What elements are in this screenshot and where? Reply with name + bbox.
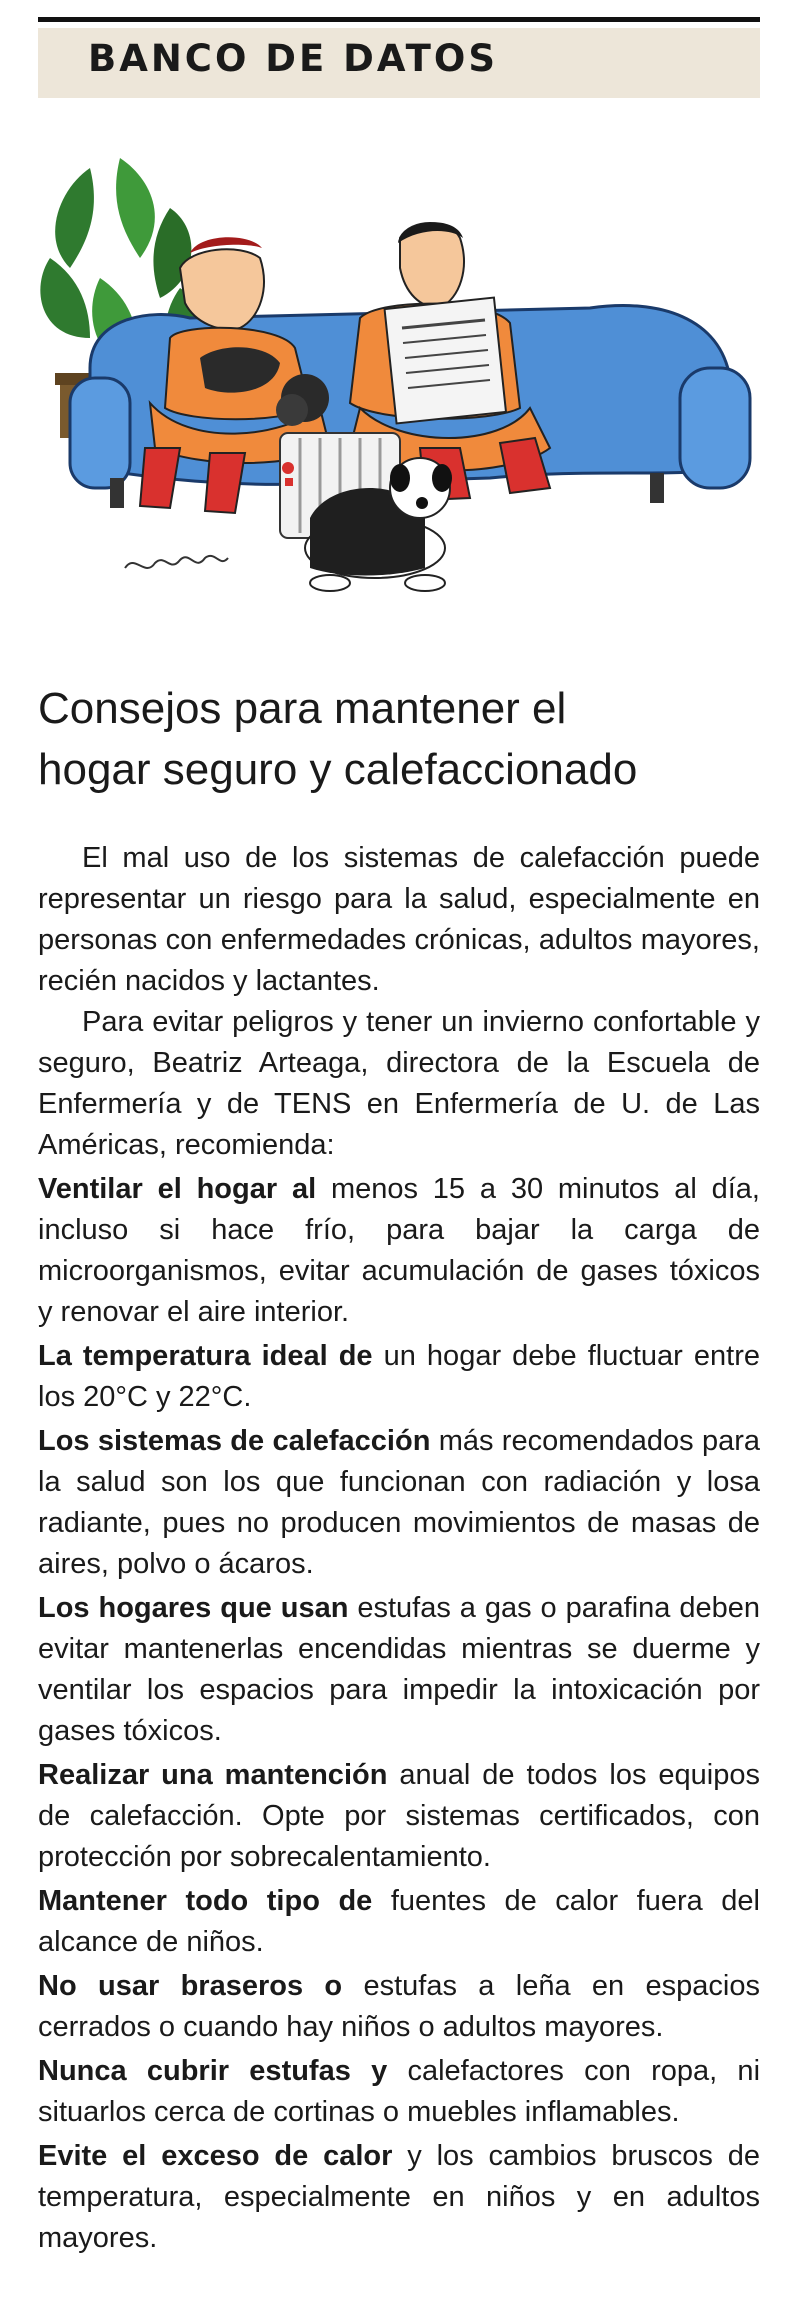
tip-paragraph xyxy=(38,1421,760,1585)
tip-paragraph xyxy=(38,1966,760,2048)
tip-lead: No usar braseros o xyxy=(38,1970,343,2002)
artist-signature xyxy=(125,556,228,568)
tip-lead: Los hogares que usan xyxy=(38,1592,349,1624)
tip-paragraph xyxy=(38,1169,760,1333)
tip-text: calefactores con ropa, ni situarlos cerca de cortinas o muebles inflamables. xyxy=(38,2055,761,2128)
tip-text: más recomendados para la salud son los que funcionan con radiación y losa radiante, pues no producen movimientos de masas de aires, polvo o ácaros. xyxy=(38,1425,760,1580)
article-body xyxy=(38,838,760,2259)
tip-lead: Los sistemas de calefacción xyxy=(38,1425,431,1457)
intro-paragraph: Para evitar peligros y tener un invierno confortable y seguro, Beatriz Arteaga, directora de la Escuela de Enfermería y de TENS en Enfermería de U. de Las Américas, recomienda: xyxy=(38,1006,760,1161)
headline-line-1: Consejos para mantener el xyxy=(38,684,567,733)
tip-text: anual de todos los equipos de calefacción. Opte por sistemas certificados, con protección por sobrecalentamiento. xyxy=(38,1759,760,1873)
tip-lead: La temperatura ideal de xyxy=(38,1340,373,1372)
tip-text: un hogar debe fluctuar entre los 20°C y 22°C. xyxy=(38,1340,760,1413)
tip-paragraph xyxy=(38,2051,760,2133)
tip-lead: Evite el exceso de calor xyxy=(38,2140,393,2172)
tip-text: estufas a gas o parafina deben evitar mantenerlas encendidas mientras se duerme y ventilar los espacios para impedir la intoxicación por gases tóxicos. xyxy=(38,1592,760,1747)
headline-line-2: hogar seguro y calefaccionado xyxy=(38,745,638,794)
tip-lead: Nunca cubrir estufas y xyxy=(38,2055,388,2087)
tip-text: menos 15 a 30 minutos al día, incluso si hace frío, para bajar la carga de microorganismos, evitar acumulación de gases tóxicos y renovar el aire interior. xyxy=(38,1173,760,1328)
tip-paragraph xyxy=(38,1755,760,1878)
intro-paragraph: El mal uso de los sistemas de calefacción puede representar un riesgo para la salud, especialmente en personas con enfermedades crónicas, adultos mayores, recién nacidos y lactantes. xyxy=(38,842,760,997)
top-rule xyxy=(38,17,760,22)
section-label: BANCO DE DATOS xyxy=(88,37,498,80)
tip-paragraph xyxy=(38,1588,760,1752)
tip-text: y los cambios bruscos de temperatura, especialmente en niños y en adultos mayores. xyxy=(38,2140,760,2254)
tip-paragraph xyxy=(38,1881,760,1963)
tip-lead: Ventilar el hogar al xyxy=(38,1173,317,1205)
article-headline xyxy=(38,678,768,800)
tip-lead: Mantener todo tipo de xyxy=(38,1885,373,1917)
tip-paragraph xyxy=(38,1336,760,1418)
tip-text: fuentes de calor fuera del alcance de niños. xyxy=(38,1885,760,1958)
tip-lead: Realizar una mantención xyxy=(38,1759,388,1791)
tip-text: estufas a leña en espacios cerrados o cuando hay niños o adultos mayores. xyxy=(38,1970,760,2043)
living-room-illustration xyxy=(30,148,780,628)
tip-paragraph xyxy=(38,2136,760,2259)
